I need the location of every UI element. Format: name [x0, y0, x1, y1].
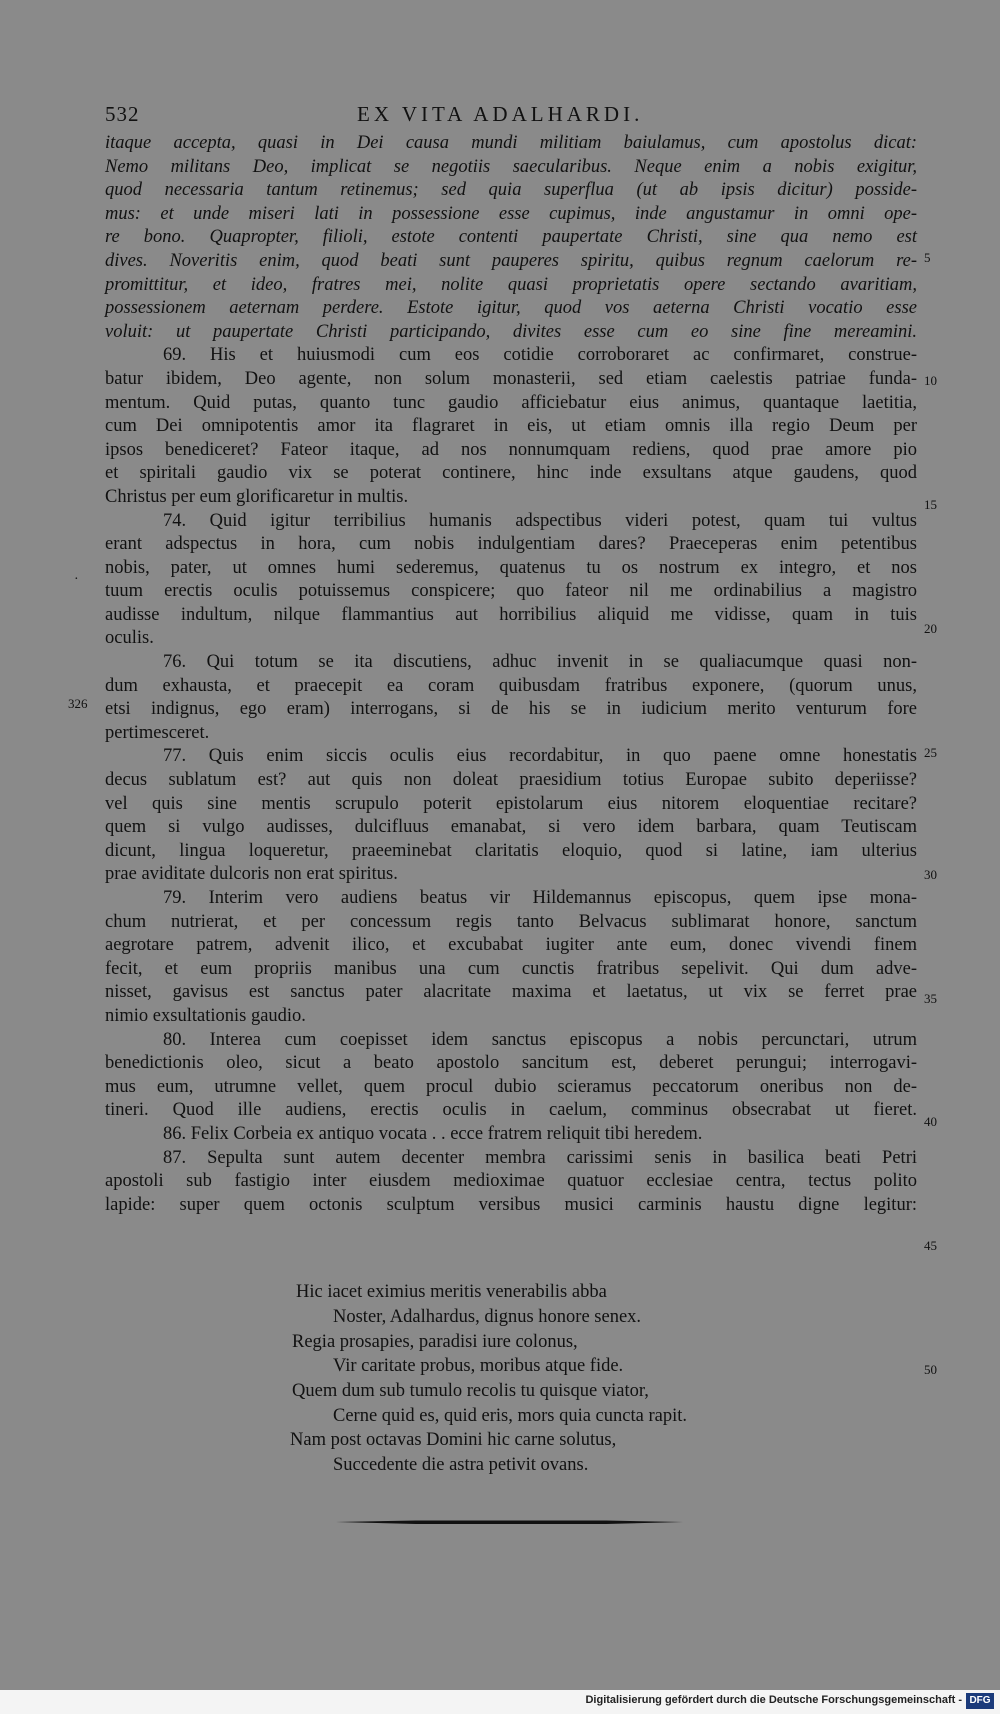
paragraph-77-start: 77. Quis enim siccis oculis eius recordabitur, in quo paene omne honestatis	[163, 746, 917, 767]
closing-rule	[336, 1519, 683, 1525]
text-line: cum Dei omnipotentis amor ita flagraret in eis, ut etiam omnis illa regio Deum per	[105, 416, 917, 437]
text-line: aegrotare patrem, advenit ilico, et excubabat iugiter ante eum, donec vivendi finem	[105, 935, 917, 956]
epitaph-verse: Vir caritate probus, moribus atque fide.	[333, 1356, 624, 1376]
text-line: dum exhausta, et praecepit ea coram quibusdam fratribus exponere, (quorum unus,	[105, 675, 917, 696]
text-line: batur ibidem, Deo agente, non solum monasterii, sed etiam caelestis patriae funda-	[105, 368, 917, 389]
line-number: 5	[924, 250, 931, 265]
text-line: mus: et unde miseri lati in possessione esse cupimus, inde angustamur in omni ope-	[105, 203, 917, 224]
text-line: chum nutrierat, et per concessum regis tanto Belvacus sublimarat honore, sanctum	[105, 911, 917, 932]
margin-mark: ·	[74, 572, 79, 587]
text-line: dives. Noveritis enim, quod beati sunt pauperes spiritu, quibus regnum caelorum re-	[105, 250, 917, 271]
epitaph-verse: Cerne quid es, quid eris, mors quia cuncta rapit.	[333, 1406, 687, 1426]
epitaph-verse: Regia prosapies, paradisi iure colonus,	[292, 1332, 578, 1352]
epitaph-verse: Noster, Adalhardus, dignus honore senex.	[333, 1307, 642, 1327]
margin-page-reference: 326	[68, 696, 88, 711]
text-line: prae aviditate dulcoris non erat spiritus.	[105, 864, 398, 885]
text-line: re bono. Quapropter, filioli, estote contenti paupertate Christi, sine qua nemo est	[105, 227, 917, 248]
epitaph-verse: Succedente die astra petivit ovans.	[333, 1455, 589, 1475]
text-line: dicunt, lingua loqueretur, praeeminebat claritatis eloquio, quod si latine, iam ulterius	[105, 840, 917, 861]
line-number: 20	[924, 621, 937, 636]
text-line: audisse indultum, nilque flammantius aut horribilius aliquid me vidisse, quam in tuis	[105, 604, 917, 625]
text-line: promittitur, et ideo, fratres mei, nolite quasi proprietatis opere sectando avaritiam,	[105, 274, 917, 295]
digitization-footer	[0, 1690, 1000, 1714]
text-line: mentum. Quid putas, quanto tunc gaudio afficiebatur eius animus, quantaque laetitia,	[105, 392, 917, 413]
text-line: Nemo militans Deo, implicat se negotiis saecularibus. Neque enim a nobis exigitur,	[105, 156, 917, 177]
body-text	[105, 132, 917, 1217]
paragraph-76-start: 76. Qui totum se ita discutiens, adhuc invenit in se qualiacumque quasi non-	[163, 652, 917, 673]
text-line: tuum erectis oculis potuissemus conspicere; quo fateor nil me ordinabilius a magistro	[105, 581, 917, 602]
text-line: nobis, pater, ut omnes humi sederemus, quatenus tu os nostrum ex integro, et nos	[105, 557, 917, 578]
text-line: quem si vulgo audisses, dulcifluus emanabat, si vero idem barbara, quam Teutiscam	[105, 817, 917, 838]
page-header	[105, 100, 915, 130]
text-line: etsi indignus, ego eram) interrogans, si de his se in iudicium merito venturum fore	[105, 699, 917, 720]
text-line: tineri. Quod ille audiens, erectis oculis in caelum, comminus obsecrabat ut fieret.	[105, 1100, 917, 1121]
page-number: 532	[105, 102, 140, 126]
epitaph-verse: Quem dum sub tumulo recolis tu quisque viator,	[292, 1381, 649, 1401]
text-line: erant adspectus in hora, cum nobis indulgentiam dares? Praeceperas enim petentibus	[105, 534, 917, 555]
text-line: voluit: ut paupertate Christi participando, divites esse cum eo sine fine mereamini.	[105, 321, 917, 342]
text-line: pertimesceret.	[105, 722, 210, 743]
line-number: 15	[924, 497, 937, 512]
text-line: Christus per eum glorificaretur in multis.	[105, 486, 409, 507]
running-title: EX VITA ADALHARDI.	[357, 102, 644, 126]
text-line: quod necessaria tantum retinemus; sed quia superflua (ut ab ipsis dicitur) posside-	[105, 180, 917, 201]
paragraph-74-start: 74. Quid igitur terribilius humanis adspectibus videri potest, quam tui vultus	[163, 510, 917, 531]
text-line: nimio exsultationis gaudio.	[105, 1005, 306, 1026]
paragraph-79-start: 79. Interim vero audiens beatus vir Hildemannus episcopus, quem ipse mona-	[163, 888, 917, 908]
dfg-logo: DFG	[966, 1693, 994, 1709]
paragraph-80-start: 80. Interea cum coepisset idem sanctus episcopus a nobis percunctari, utrum	[163, 1029, 917, 1050]
text-line: nisset, gavisus est sanctus pater alacritate maxima et laetatus, ut vix se ferret prae	[105, 982, 917, 1003]
epitaph-verse: Nam post octavas Domini hic carne solutus,	[290, 1430, 617, 1450]
line-number: 35	[924, 991, 937, 1006]
text-line: apostoli sub fastigio inter eiusdem medioximae quatuor ecclesiae centra, tectus polito	[105, 1171, 917, 1192]
text-line: decus sublatum est? aut quis non doleat praesidium totius Europae subito deperiisse?	[105, 770, 917, 791]
text-line: itaque accepta, quasi in Dei causa mundi militiam baiulamus, cum apostolus dicat:	[105, 133, 917, 153]
line-number: 10	[924, 373, 937, 388]
text-line: fecit, et eum propriis manibus una cum cunctis fratribus sepelivit. Qui dum adve-	[105, 958, 917, 979]
text-line: mus eum, utrumne vellet, quem procul dubio scieramus peccatorum oneribus non de-	[105, 1076, 917, 1097]
line-number: 45	[924, 1238, 937, 1253]
line-number: 30	[924, 867, 937, 882]
line-number: 25	[924, 745, 937, 760]
text-line: lapide: super quem octonis sculptum versibus musici carminis haustu digne legitur:	[105, 1194, 917, 1215]
funding-notice: Digitalisierung gefördert durch die Deutsche Forschungsgemeinschaft -	[585, 1694, 962, 1706]
text-line: oculis.	[105, 628, 154, 649]
text-line: benedictionis oleo, sicut a beato apostolo sancitum est, deberet perungui; interrogavi-	[105, 1053, 917, 1074]
paragraph-69-start: 69. His et huiusmodi cum eos cotidie corroboraret ac confirmaret, construe-	[163, 345, 917, 366]
text-line: ipsos benediceret? Fateor itaque, ad nos nonnumquam rediens, quod prae amore pio	[105, 439, 917, 460]
paragraph-86: 86. Felix Corbeia ex antiquo vocata . . ecce fratrem reliquit tibi heredem.	[163, 1123, 703, 1144]
text-line: vel quis sine mentis scrupulo poterit epistolarum eius nitorem eloquentiae recitare?	[105, 793, 917, 814]
line-number: 40	[924, 1114, 937, 1129]
text-line: possessionem aeternam perdere. Estote igitur, quod vos aeterna Christi vocatio esse	[105, 298, 917, 319]
epitaph-verse: Hic iacet eximius meritis venerabilis abba	[296, 1282, 607, 1302]
line-number: 50	[924, 1362, 937, 1377]
paragraph-87-start: 87. Sepulta sunt autem decenter membra carissimi senis in basilica beati Petri	[163, 1147, 917, 1168]
text-line: et spiritali gaudio vix se poterat continere, hinc inde exsultans atque gaudens, quod	[105, 463, 917, 484]
